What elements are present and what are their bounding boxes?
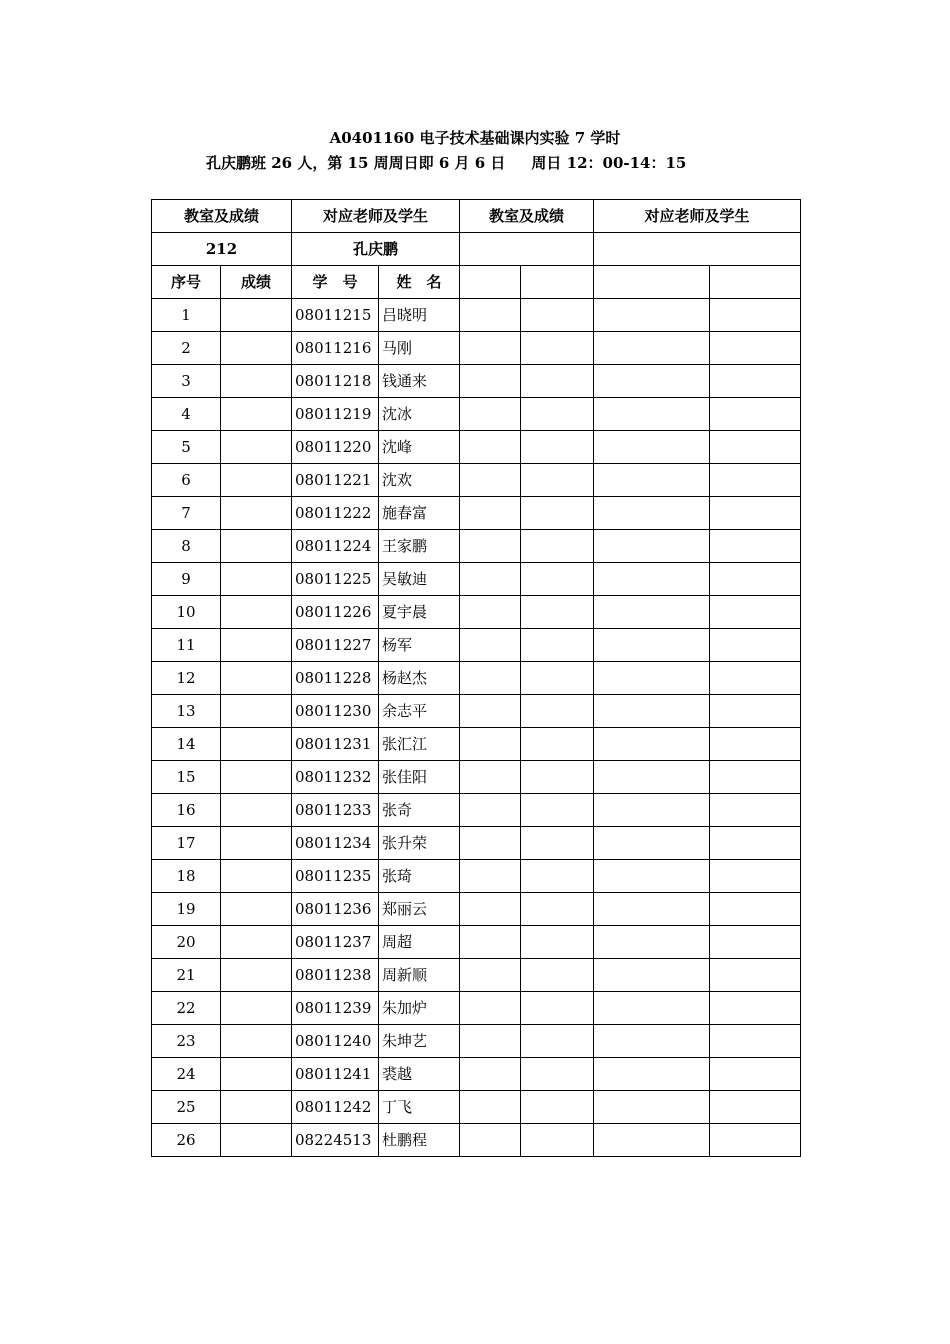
table-row — [152, 728, 801, 761]
empty-cell — [710, 662, 801, 695]
student-id-cell: 08011230 — [292, 695, 379, 728]
empty-cell — [594, 563, 710, 596]
table-row — [152, 1025, 801, 1058]
teacher-name: 孔庆鹏 — [292, 233, 460, 266]
empty-cell — [710, 299, 801, 332]
empty-cell — [594, 827, 710, 860]
seq-cell: 17 — [152, 827, 221, 860]
score-cell — [221, 1058, 292, 1091]
empty-cell — [521, 662, 594, 695]
empty-cell — [460, 893, 521, 926]
student-name-cell: 钱通来 — [379, 365, 460, 398]
seq-cell: 3 — [152, 365, 221, 398]
empty-cell — [710, 398, 801, 431]
table-row — [152, 299, 801, 332]
student-name-cell: 余志平 — [379, 695, 460, 728]
empty-cell — [460, 431, 521, 464]
empty-cell — [710, 497, 801, 530]
student-name-cell: 裘越 — [379, 1058, 460, 1091]
student-id-cell: 08011233 — [292, 794, 379, 827]
seq-cell: 2 — [152, 332, 221, 365]
student-name-cell: 朱加炉 — [379, 992, 460, 1025]
empty-cell — [521, 497, 594, 530]
empty-cell — [710, 1091, 801, 1124]
seq-cell: 5 — [152, 431, 221, 464]
student-id-cell: 08011216 — [292, 332, 379, 365]
empty-cell — [594, 992, 710, 1025]
empty-cell — [710, 695, 801, 728]
empty-cell — [460, 827, 521, 860]
table-row — [152, 563, 801, 596]
score-cell — [221, 497, 292, 530]
table-row — [152, 959, 801, 992]
student-id-cell: 08011232 — [292, 761, 379, 794]
student-id-cell: 08224513 — [292, 1124, 379, 1157]
empty-cell — [710, 365, 801, 398]
empty-cell — [521, 728, 594, 761]
student-id-cell: 08011238 — [292, 959, 379, 992]
student-name-cell: 朱坤艺 — [379, 1025, 460, 1058]
seq-cell: 12 — [152, 662, 221, 695]
class-info: 孔庆鹏班 26 人，第 15 周周日即 6 月 6 日 — [206, 154, 506, 172]
student-id-cell: 08011225 — [292, 563, 379, 596]
empty-cell — [460, 695, 521, 728]
empty-cell — [521, 893, 594, 926]
table-row — [152, 662, 801, 695]
sub-header-student-id: 学 号 — [292, 266, 379, 299]
col-header-room-score: 教室及成绩 — [152, 200, 292, 233]
table-row — [152, 794, 801, 827]
empty-cell — [594, 497, 710, 530]
table-row — [152, 629, 801, 662]
score-cell — [221, 431, 292, 464]
seq-cell: 20 — [152, 926, 221, 959]
student-id-cell: 08011240 — [292, 1025, 379, 1058]
empty-cell — [594, 629, 710, 662]
sub-header-name: 姓 名 — [379, 266, 460, 299]
table-row — [152, 596, 801, 629]
empty-cell — [710, 464, 801, 497]
table-row — [152, 332, 801, 365]
empty-cell — [594, 1124, 710, 1157]
student-name-cell: 吴敏迪 — [379, 563, 460, 596]
empty-cell — [460, 497, 521, 530]
table-row — [152, 695, 801, 728]
student-name-cell: 丁飞 — [379, 1091, 460, 1124]
table-row — [152, 761, 801, 794]
table-row — [152, 827, 801, 860]
empty-cell — [594, 893, 710, 926]
empty-cell — [710, 926, 801, 959]
seq-cell: 24 — [152, 1058, 221, 1091]
seq-cell: 26 — [152, 1124, 221, 1157]
student-name-cell: 施春富 — [379, 497, 460, 530]
score-cell — [221, 728, 292, 761]
empty-cell — [594, 299, 710, 332]
empty-cell — [594, 233, 801, 266]
empty-cell — [594, 596, 710, 629]
student-name-cell: 沈欢 — [379, 464, 460, 497]
empty-cell — [460, 959, 521, 992]
seq-cell: 6 — [152, 464, 221, 497]
student-name-cell: 张奇 — [379, 794, 460, 827]
empty-cell — [521, 266, 594, 299]
empty-cell — [594, 1058, 710, 1091]
table-row — [152, 926, 801, 959]
empty-cell — [460, 530, 521, 563]
empty-cell — [521, 299, 594, 332]
student-name-cell: 张汇江 — [379, 728, 460, 761]
empty-cell — [594, 860, 710, 893]
empty-cell — [460, 794, 521, 827]
empty-cell — [460, 596, 521, 629]
seq-cell: 19 — [152, 893, 221, 926]
seq-cell: 7 — [152, 497, 221, 530]
empty-cell — [710, 530, 801, 563]
seq-cell: 23 — [152, 1025, 221, 1058]
student-id-cell: 08011227 — [292, 629, 379, 662]
empty-cell — [710, 431, 801, 464]
score-cell — [221, 992, 292, 1025]
room-number: 212 — [152, 233, 292, 266]
score-cell — [221, 398, 292, 431]
empty-cell — [460, 926, 521, 959]
seq-cell: 4 — [152, 398, 221, 431]
empty-cell — [460, 761, 521, 794]
empty-cell — [460, 860, 521, 893]
seq-cell: 14 — [152, 728, 221, 761]
table-row — [152, 431, 801, 464]
empty-cell — [460, 299, 521, 332]
empty-cell — [460, 992, 521, 1025]
empty-cell — [710, 1025, 801, 1058]
student-name-cell: 周超 — [379, 926, 460, 959]
empty-cell — [710, 893, 801, 926]
table-row — [152, 893, 801, 926]
student-id-cell: 08011218 — [292, 365, 379, 398]
empty-cell — [594, 1025, 710, 1058]
empty-cell — [521, 431, 594, 464]
empty-cell — [594, 761, 710, 794]
empty-cell — [594, 926, 710, 959]
empty-cell — [710, 761, 801, 794]
student-id-cell: 08011220 — [292, 431, 379, 464]
empty-cell — [594, 365, 710, 398]
empty-cell — [594, 332, 710, 365]
student-id-cell: 08011228 — [292, 662, 379, 695]
score-cell — [221, 794, 292, 827]
seq-cell: 9 — [152, 563, 221, 596]
empty-cell — [460, 365, 521, 398]
empty-cell — [594, 464, 710, 497]
table-row — [152, 497, 801, 530]
empty-cell — [460, 233, 594, 266]
empty-cell — [460, 629, 521, 662]
empty-cell — [521, 596, 594, 629]
seq-cell: 15 — [152, 761, 221, 794]
empty-cell — [594, 794, 710, 827]
empty-cell — [710, 728, 801, 761]
student-name-cell: 夏宇晨 — [379, 596, 460, 629]
empty-cell — [460, 464, 521, 497]
empty-cell — [521, 761, 594, 794]
empty-cell — [710, 794, 801, 827]
table-row — [152, 1091, 801, 1124]
empty-cell — [521, 563, 594, 596]
student-id-cell: 08011222 — [292, 497, 379, 530]
student-name-cell: 吕晓明 — [379, 299, 460, 332]
empty-cell — [460, 1091, 521, 1124]
table-row — [152, 1058, 801, 1091]
sub-header-seq: 序号 — [152, 266, 221, 299]
score-cell — [221, 332, 292, 365]
student-id-cell: 08011239 — [292, 992, 379, 1025]
student-id-cell: 08011237 — [292, 926, 379, 959]
student-id-cell: 08011219 — [292, 398, 379, 431]
score-cell — [221, 827, 292, 860]
empty-cell — [594, 959, 710, 992]
student-name-cell: 张佳阳 — [379, 761, 460, 794]
empty-cell — [594, 1091, 710, 1124]
seq-cell: 10 — [152, 596, 221, 629]
score-cell — [221, 893, 292, 926]
empty-cell — [521, 926, 594, 959]
score-cell — [221, 695, 292, 728]
student-id-cell: 08011215 — [292, 299, 379, 332]
sub-header-score: 成绩 — [221, 266, 292, 299]
table-row — [152, 1124, 801, 1157]
student-name-cell: 杨军 — [379, 629, 460, 662]
student-id-cell: 08011236 — [292, 893, 379, 926]
score-cell — [221, 365, 292, 398]
empty-cell — [594, 530, 710, 563]
empty-cell — [521, 860, 594, 893]
empty-cell — [460, 1124, 521, 1157]
empty-cell — [460, 1058, 521, 1091]
empty-cell — [594, 728, 710, 761]
student-id-cell: 08011241 — [292, 1058, 379, 1091]
student-id-cell: 08011242 — [292, 1091, 379, 1124]
grade-table — [151, 199, 801, 1157]
empty-cell — [460, 398, 521, 431]
empty-cell — [460, 332, 521, 365]
empty-cell — [521, 530, 594, 563]
score-cell — [221, 530, 292, 563]
student-id-cell: 08011224 — [292, 530, 379, 563]
student-id-cell: 08011234 — [292, 827, 379, 860]
table-row — [152, 992, 801, 1025]
student-id-cell: 08011226 — [292, 596, 379, 629]
student-name-cell: 沈冰 — [379, 398, 460, 431]
empty-cell — [710, 332, 801, 365]
student-name-cell: 郑丽云 — [379, 893, 460, 926]
empty-cell — [521, 959, 594, 992]
empty-cell — [710, 827, 801, 860]
col-header-teacher-students-2: 对应老师及学生 — [594, 200, 801, 233]
empty-cell — [710, 596, 801, 629]
empty-cell — [521, 1058, 594, 1091]
empty-cell — [521, 827, 594, 860]
student-name-cell: 杜鹏程 — [379, 1124, 460, 1157]
score-cell — [221, 1124, 292, 1157]
empty-cell — [521, 992, 594, 1025]
table-row — [152, 530, 801, 563]
score-cell — [221, 629, 292, 662]
empty-cell — [521, 695, 594, 728]
empty-cell — [710, 266, 801, 299]
score-cell — [221, 1025, 292, 1058]
empty-cell — [710, 992, 801, 1025]
student-name-cell: 周新顺 — [379, 959, 460, 992]
seq-cell: 18 — [152, 860, 221, 893]
seq-cell: 8 — [152, 530, 221, 563]
empty-cell — [710, 563, 801, 596]
empty-cell — [521, 398, 594, 431]
table-row — [152, 365, 801, 398]
student-id-cell: 08011221 — [292, 464, 379, 497]
empty-cell — [521, 1124, 594, 1157]
empty-cell — [594, 431, 710, 464]
table-row — [152, 464, 801, 497]
empty-cell — [460, 563, 521, 596]
empty-cell — [710, 860, 801, 893]
score-cell — [221, 860, 292, 893]
empty-cell — [710, 1058, 801, 1091]
table-row — [152, 860, 801, 893]
empty-cell — [710, 959, 801, 992]
document-subtitle — [206, 152, 686, 173]
empty-cell — [521, 365, 594, 398]
time-info: 周日 12：00-14：15 — [531, 154, 687, 172]
student-name-cell: 杨赵杰 — [379, 662, 460, 695]
room-row — [152, 233, 801, 266]
score-cell — [221, 464, 292, 497]
score-cell — [221, 662, 292, 695]
seq-cell: 21 — [152, 959, 221, 992]
score-cell — [221, 596, 292, 629]
empty-cell — [521, 1091, 594, 1124]
sub-header-row — [152, 266, 801, 299]
empty-cell — [521, 464, 594, 497]
header-row — [152, 200, 801, 233]
score-cell — [221, 563, 292, 596]
student-id-cell: 08011235 — [292, 860, 379, 893]
col-header-room-score-2: 教室及成绩 — [460, 200, 594, 233]
empty-cell — [460, 728, 521, 761]
seq-cell: 13 — [152, 695, 221, 728]
seq-cell: 22 — [152, 992, 221, 1025]
student-id-cell: 08011231 — [292, 728, 379, 761]
score-cell — [221, 959, 292, 992]
empty-cell — [594, 695, 710, 728]
empty-cell — [521, 332, 594, 365]
empty-cell — [521, 794, 594, 827]
student-name-cell: 马刚 — [379, 332, 460, 365]
empty-cell — [460, 266, 521, 299]
score-cell — [221, 761, 292, 794]
empty-cell — [460, 1025, 521, 1058]
empty-cell — [594, 398, 710, 431]
seq-cell: 1 — [152, 299, 221, 332]
seq-cell: 25 — [152, 1091, 221, 1124]
col-header-teacher-students: 对应老师及学生 — [292, 200, 460, 233]
empty-cell — [710, 1124, 801, 1157]
score-cell — [221, 1091, 292, 1124]
seq-cell: 16 — [152, 794, 221, 827]
table-row — [152, 398, 801, 431]
student-name-cell: 张升荣 — [379, 827, 460, 860]
empty-cell — [521, 629, 594, 662]
score-cell — [221, 926, 292, 959]
empty-cell — [710, 629, 801, 662]
student-name-cell: 张琦 — [379, 860, 460, 893]
student-name-cell: 沈峰 — [379, 431, 460, 464]
empty-cell — [594, 266, 710, 299]
document-title: A0401160 电子技术基础课内实验 7 学时 — [329, 129, 621, 147]
student-name-cell: 王家鹏 — [379, 530, 460, 563]
empty-cell — [521, 1025, 594, 1058]
seq-cell: 11 — [152, 629, 221, 662]
score-cell — [221, 299, 292, 332]
empty-cell — [594, 662, 710, 695]
empty-cell — [460, 662, 521, 695]
